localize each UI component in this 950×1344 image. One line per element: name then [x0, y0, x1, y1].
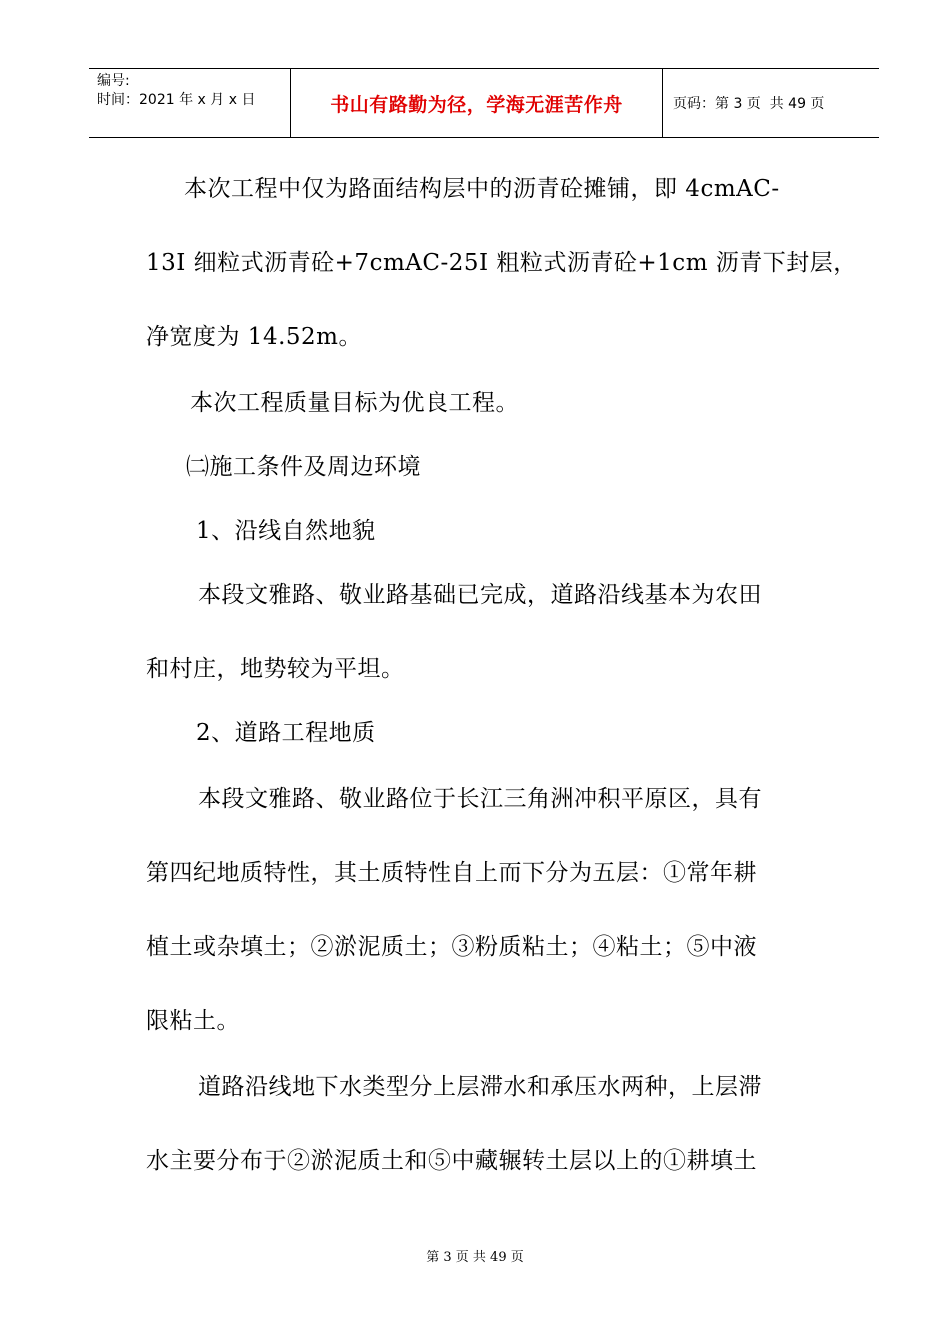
- paragraph-line: 本次工程质量目标为优良工程。: [190, 390, 519, 416]
- paragraph-line: 净宽度为 14.52m。: [146, 324, 362, 350]
- doc-number-label: 编号:: [97, 73, 130, 89]
- date-label: 时间：2021 年 x 月 x 日: [97, 92, 256, 108]
- subsection-heading: 2、道路工程地质: [196, 720, 376, 746]
- paragraph-line: 第四纪地质特性，其土质特性自上而下分为五层：①常年耕: [146, 860, 757, 886]
- paragraph-line: 和村庄，地势较为平坦。: [146, 656, 405, 682]
- subsection-heading: 1、沿线自然地貌: [196, 518, 376, 544]
- paragraph-line: 本段文雅路、敬业路基础已完成，道路沿线基本为农田: [198, 582, 762, 608]
- page-footer: 第 3 页 共 49 页: [426, 1250, 524, 1265]
- header-page-cell: [663, 69, 879, 137]
- header-motto-cell: [291, 69, 663, 137]
- paragraph-line: 13I 细粒式沥青砼+7cmAC-25I 粗粒式沥青砼+1cm 沥青下封层，: [146, 250, 857, 276]
- paragraph-line: 本段文雅路、敬业路位于长江三角洲冲积平原区，具有: [198, 786, 762, 812]
- section-heading: ㈡施工条件及周边环境: [186, 454, 421, 480]
- header-motto: 书山有路勤为径，学海无涯苦作舟: [330, 93, 623, 116]
- page-header: [89, 68, 879, 138]
- header-page-info: 页码：第 3 页 共 49 页: [673, 96, 825, 112]
- header-meta: [89, 69, 291, 137]
- paragraph-line: 限粘土。: [146, 1008, 240, 1034]
- paragraph-line: 道路沿线地下水类型分上层滞水和承压水两种，上层滞: [198, 1074, 762, 1100]
- paragraph-line: 本次工程中仅为路面结构层中的沥青砼摊铺，即 4cmAC-: [184, 176, 780, 202]
- paragraph-line: 植土或杂填土；②淤泥质土；③粉质粘土；④粘土；⑤中液: [146, 934, 757, 960]
- paragraph-line: 水主要分布于②淤泥质土和⑤中藏辗转土层以上的①耕填土: [146, 1148, 757, 1174]
